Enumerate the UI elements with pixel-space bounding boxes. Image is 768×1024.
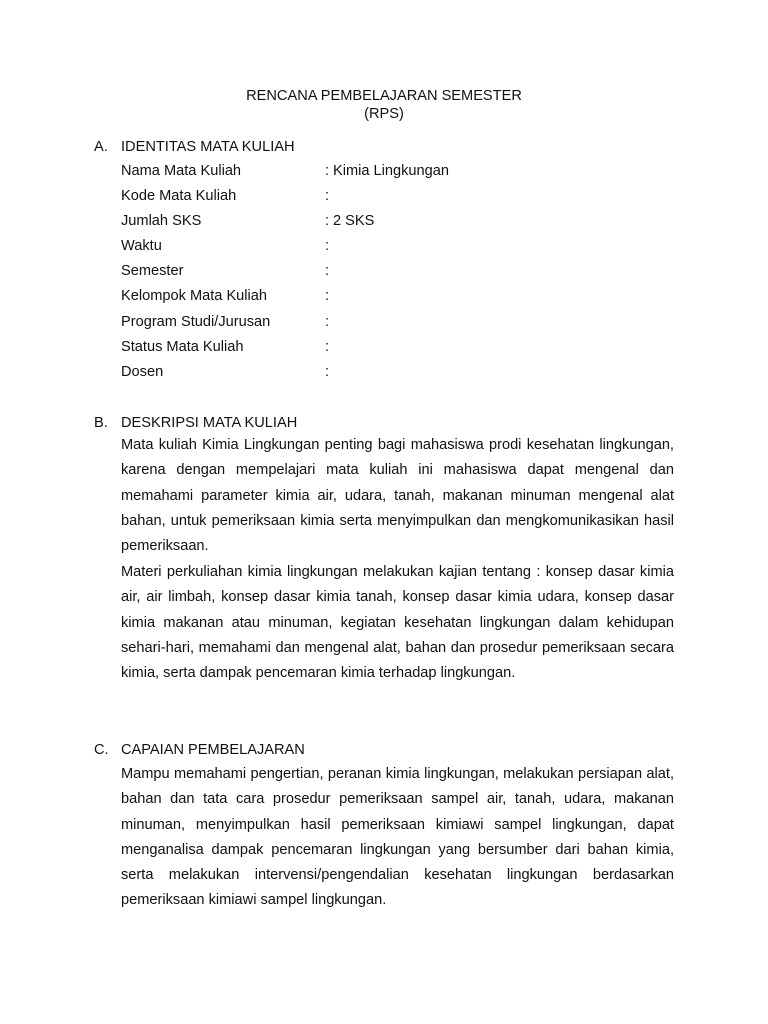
section-c-letter: C. — [94, 742, 109, 758]
identity-label: Kelompok Mata Kuliah — [121, 288, 268, 304]
identity-label: Status Mata Kuliah — [121, 339, 244, 355]
identity-label: Waktu — [121, 238, 162, 254]
identity-value: 2 SKS — [333, 213, 375, 229]
identity-label: Kode Mata Kuliah — [121, 188, 237, 204]
identity-value: Kimia Lingkungan — [333, 163, 450, 179]
identity-colon: : — [325, 314, 330, 330]
section-b-letter: B. — [94, 415, 108, 431]
identity-colon: : — [325, 163, 330, 179]
identity-label: Jumlah SKS — [121, 213, 202, 229]
identity-colon: : — [325, 288, 330, 304]
section-c-title: CAPAIAN PEMBELAJARAN — [121, 742, 305, 758]
section-b-paragraph-2: Materi perkuliahan kimia lingkungan melakukan kajian tentang : konsep dasar kimia air, air limbah, konsep dasar kimia tanah, konsep dasar kimia udara, konsep dasar kimia makanan atau minuman, kegiatan kesehatan lingkungan dalam kehidupan sehari-hari, memahami dan mengenal alat, bahan dan prosedur pemeriksaan secara kimia, serta dampak pencemaran kimia terhadap lingkungan. — [121, 564, 674, 682]
section-c-paragraph-1: Mampu memahami pengertian, peranan kimia lingkungan, melakukan persiapan alat, bahan dan tata cara prosedur pemeriksaan sampel air, tanah, udara, makanan minuman, menyimpulkan hasil pemeriksaan kimiawi sampel lingkungan, dapat menganalisa dampak pencemaran lingkungan yang bersumber dari bahan kimia, serta melakukan intervensi/pengendalian kesehatan lingkungan berdasarkan pemeriksaan kimiawi sampel lingkungan. — [121, 766, 674, 909]
identity-colon: : — [325, 213, 330, 229]
section-b-paragraph-1: Mata kuliah Kimia Lingkungan penting bagi mahasiswa prodi kesehatan lingkungan, karena dengan mempelajari mata kuliah ini mahasiswa dapat mengenal dan memahami parameter kimia air, udara, tanah, makanan minuman mengenal alat bahan, untuk pemeriksaan kimia serta menyimpulkan dan mengkomunikasikan hasil pemeriksaan. — [121, 437, 674, 555]
section-a-letter: A. — [94, 139, 108, 155]
section-b-title: DESKRIPSI MATA KULIAH — [121, 415, 298, 431]
identity-label: Nama Mata Kuliah — [121, 163, 242, 179]
identity-colon: : — [325, 364, 330, 380]
identity-colon: : — [325, 188, 330, 204]
identity-colon: : — [325, 339, 330, 355]
identity-label: Program Studi/Jurusan — [121, 314, 271, 330]
document-title: RENCANA PEMBELAJARAN SEMESTER — [246, 88, 522, 104]
document-subtitle: (RPS) — [364, 106, 404, 122]
identity-colon: : — [325, 263, 330, 279]
identity-label: Dosen — [121, 364, 164, 380]
identity-colon: : — [325, 238, 330, 254]
identity-label: Semester — [121, 263, 184, 279]
section-a-title: IDENTITAS MATA KULIAH — [121, 139, 295, 155]
